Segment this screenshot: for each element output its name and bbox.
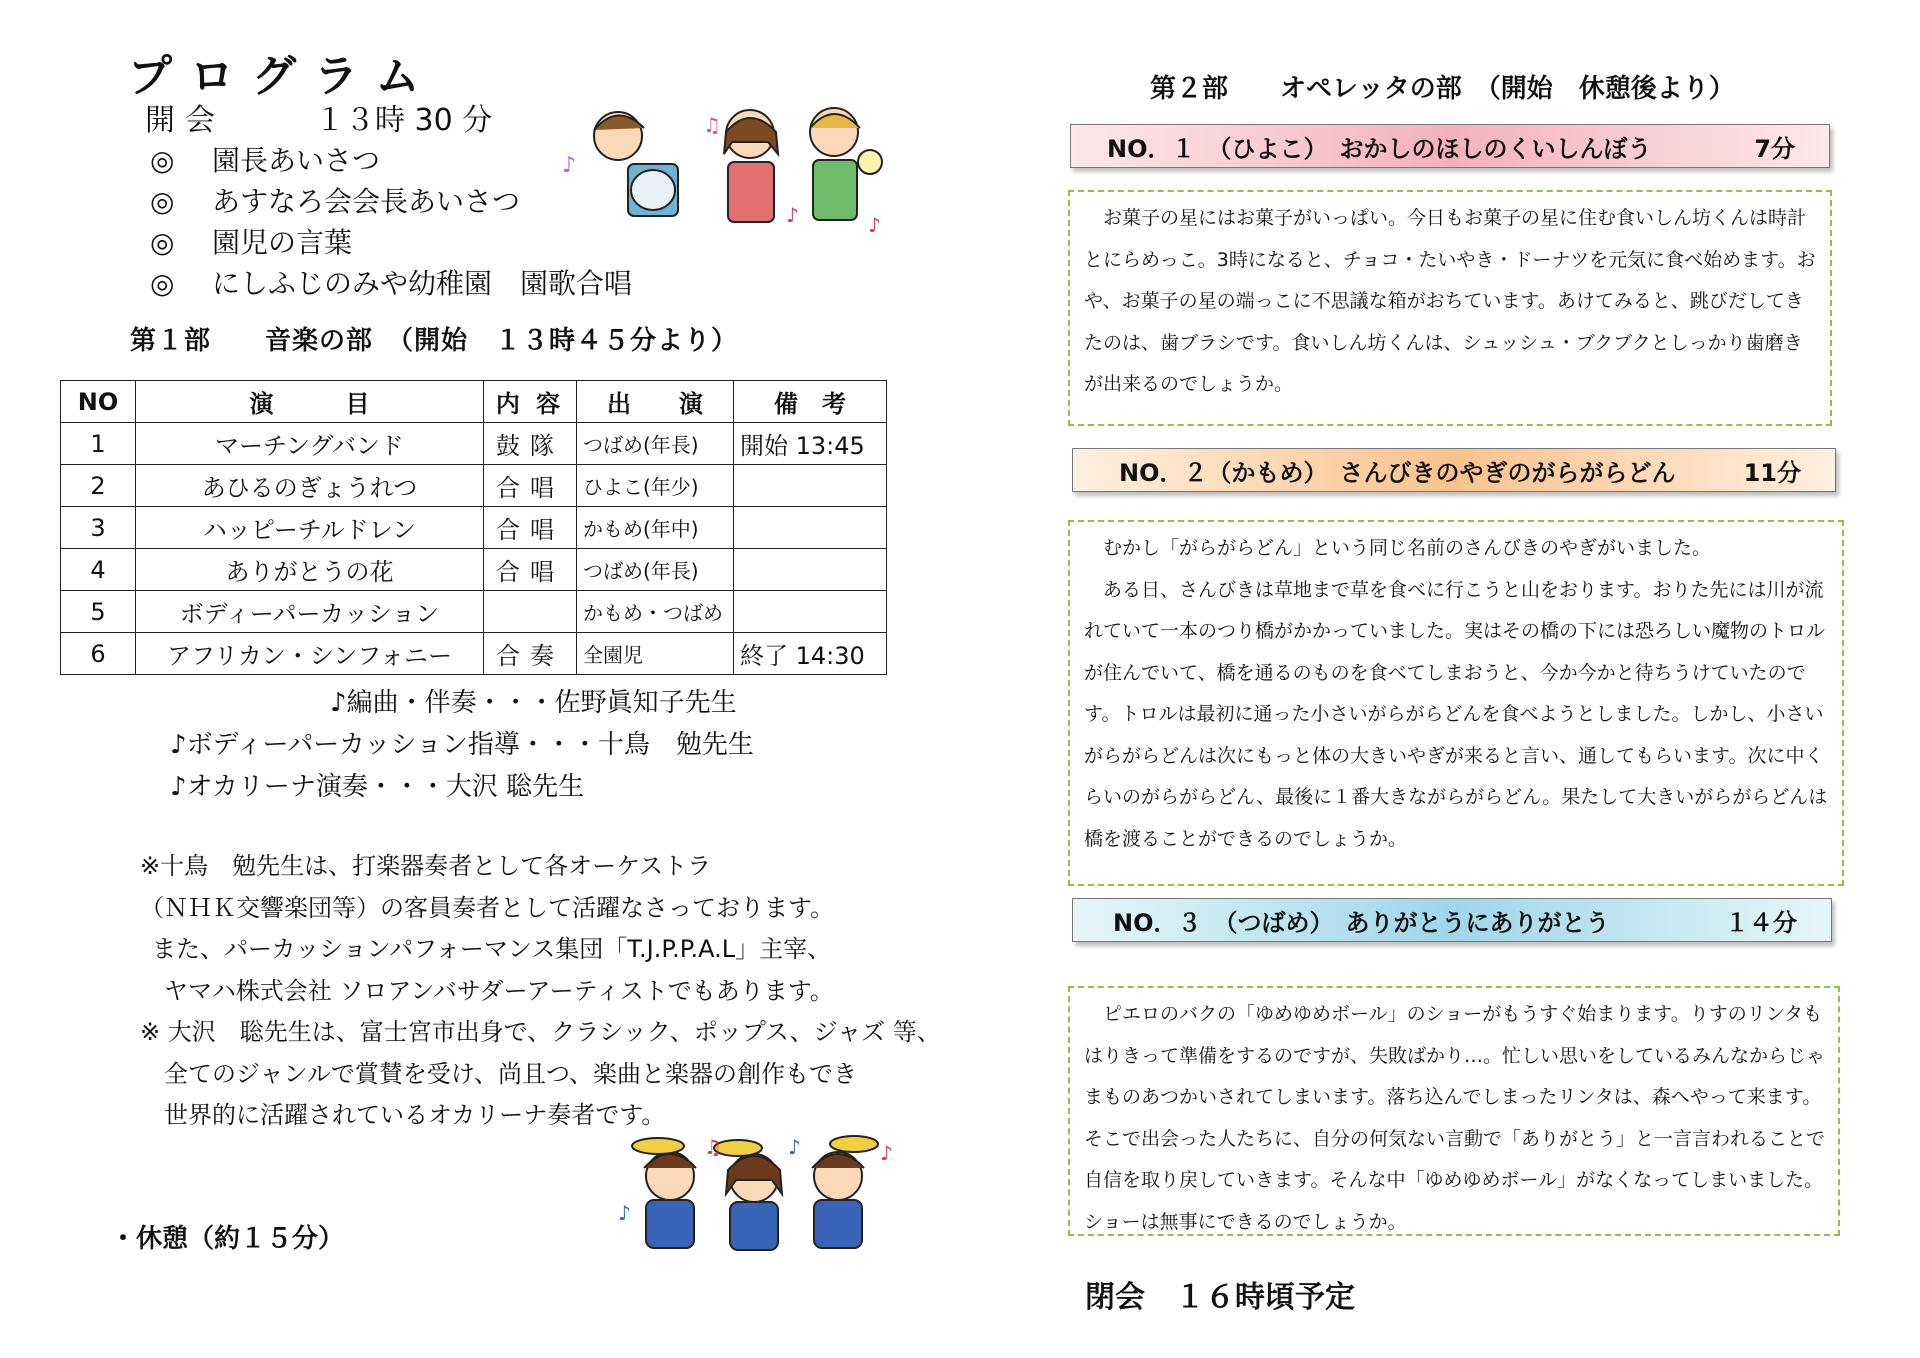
item-2-story-intro: むかし「がらがらどん」という同じ名前のさんびきのやぎがいました。 (1103, 537, 1712, 559)
table-row (61, 423, 887, 465)
closing-notice: 閉会 １６時頃予定 (1085, 1280, 1355, 1315)
item-1-story-box (1068, 190, 1832, 426)
cell-performer: つばめ(年長) (577, 423, 734, 465)
cell-no: 6 (61, 633, 136, 675)
cell-type (484, 591, 577, 633)
credit-body-percussion: ♪ボディーパーカッション指導・・・十鳥 勉先生 (170, 730, 754, 760)
cell-title: マーチングバンド (136, 423, 484, 465)
bullet-mark: ◎ (150, 267, 175, 300)
credit-arrangement: ♪編曲・伴奏・・・佐野眞知子先生 (330, 688, 737, 718)
svg-text:♪: ♪ (880, 1141, 893, 1165)
cell-no: 3 (61, 507, 136, 549)
item-3-banner (1072, 898, 1832, 942)
credit-ocarina: ♪オカリーナ演奏・・・大沢 聡先生 (170, 772, 585, 802)
page-title: プログラム (128, 51, 438, 102)
cell-type: 合唱 (484, 549, 577, 591)
item-1-banner (1070, 124, 1830, 168)
list-item-label: にしふじのみや幼稚園 園歌合唱 (212, 267, 633, 300)
item-2-duration: 11分 (1743, 458, 1801, 487)
performer-notes (140, 846, 941, 1137)
cell-remark: 開始 13:45 (734, 423, 887, 465)
svg-text:♪: ♪ (868, 213, 881, 237)
note-line: ヤマハ株式会社 ソロアンバサダーアーティストでもあります。 (164, 976, 834, 1005)
item-3-label: NO．３ （つばめ） ありがとうにありがとう (1113, 908, 1610, 937)
cell-title: ボディーパーカッション (136, 591, 484, 633)
cell-performer: かもめ(年中) (577, 507, 734, 549)
cell-remark (734, 591, 887, 633)
opening-line (145, 95, 492, 139)
table-row (61, 507, 887, 549)
item-3-duration: １４分 (1725, 908, 1797, 937)
table-row (61, 549, 887, 591)
cell-performer: かもめ・つばめ (577, 591, 734, 633)
cell-no: 4 (61, 549, 136, 591)
item-2-banner (1072, 448, 1836, 492)
col-no: NO (61, 381, 136, 423)
col-title: 演 目 (136, 381, 484, 423)
cell-no: 2 (61, 465, 136, 507)
cell-remark: 終了 14:30 (734, 633, 887, 675)
item-3-story-box (1068, 986, 1840, 1236)
col-remark: 備 考 (734, 381, 887, 423)
svg-text:♫: ♫ (703, 113, 721, 137)
program-table (60, 380, 887, 675)
cell-type: 鼓隊 (484, 423, 577, 465)
table-row (61, 591, 887, 633)
note-line: ※ 大沢 聡先生は、富士宮市出身で、クラシック、ポップス、ジャズ 等、 (140, 1018, 941, 1046)
opening-label: 開会 (145, 103, 225, 138)
cell-performer: 全園児 (577, 633, 734, 675)
part2-heading: 第２部 オペレッタの部 （開始 休憩後より） (1150, 74, 1735, 104)
item-2-label: NO．２（かもめ） さんびきのやぎのがらがらどん (1119, 458, 1676, 487)
bullet-mark: ◎ (150, 185, 175, 218)
col-performer: 出 演 (577, 381, 734, 423)
note-line: また、パーカッションパフォーマンス集団「T.J.P.P.A.L」主宰、 (152, 935, 832, 963)
cell-title: あひるのぎょうれつ (136, 465, 484, 507)
note-line: （ＮＨＫ交響楽団等）の客員奏者として活躍なさっております。 (140, 893, 835, 922)
item-1-story: お菓子の星にはお菓子がいっぱい。今日もお菓子の星に住む食いしん坊くんは時計とにらめっこ。3時になると、チョコ・たいやき・ドーナツを元気に食べ始めます。おや、お菓子の星の端っこに不思議な箱がおちています。あけてみると、跳びだしてきたのは、歯ブラシです。食いしん坊くんは、シュッシュ・ブクブクとしっかり歯磨きが出来るのでしょうか。 (1084, 207, 1816, 395)
cell-remark (734, 549, 887, 591)
item-2-story: ある日、さんびきは草地まで草を食べに行こうと山をおります。おりた先には川が流れていて一本のつり橋がかかっていました。実はその橋の下には恐ろしい魔物のトロルが住んでいて、橋を通るのものを食べてしまおうと、今か今かと待ちうけていたのです。トロルは最初に通った小さいがらがらどんを食べようとしました。しかし、小さいがらがらどんは次にもっと体の大きいやぎが来ると言い、通してもらいます。次に中くらいのがらがらどん、最後に１番大きながらがらどん。果たして大きいがらがらどんは橋を渡ることができるのでしょうか。 (1084, 578, 1828, 850)
list-item (150, 263, 632, 304)
list-item-label: 園長あいさつ (212, 144, 381, 177)
table-header-row (61, 381, 887, 423)
table-row (61, 633, 887, 675)
svg-text:♪: ♪ (618, 1201, 631, 1225)
cell-title: ハッピーチルドレン (136, 507, 484, 549)
dancing-kids-illustration (618, 1130, 898, 1270)
item-1-duration: 7分 (1754, 134, 1795, 163)
note-line: ※十鳥 勉先生は、打楽器奏者として各オーケストラ (140, 852, 712, 880)
cell-type: 合奏 (484, 633, 577, 675)
opening-time: １３時 30 分 (315, 103, 493, 138)
svg-text:♪: ♪ (562, 153, 577, 178)
part1-heading: 第１部 音楽の部 （開始 １３時４５分より） (130, 326, 739, 356)
svg-text:♪: ♪ (786, 203, 799, 227)
item-3-story: ピエロのバクの「ゆめゆめボール」のショーがもうすぐ始まります。りすのリンタもはりきって準備をするのですが、失敗ばかり…。忙しい思いをしているみんなからじゃまものあつかいされてしまいます。落ち込んでしまったリンタは、森へやって来ます。そこで出会った人たちに、自分の何気ない言動で「ありがとう」と一言言われることで自信を取り戻していきます。そんな中「ゆめゆめボール」がなくなってしまいました。ショーは無事にできるのでしょうか。 (1084, 1003, 1826, 1233)
cell-no: 1 (61, 423, 136, 465)
list-item-label: 園児の言葉 (212, 226, 353, 259)
bullet-mark: ◎ (150, 144, 175, 177)
band-kids-illustration (558, 102, 888, 242)
cell-title: アフリカン・シンフォニー (136, 633, 484, 675)
col-type: 内 容 (484, 381, 577, 423)
note-line: 世界的に活躍されているオカリーナ奏者です。 (164, 1101, 666, 1129)
cell-title: ありがとうの花 (136, 549, 484, 591)
note-line: 全てのジャンルで賞賛を受け、尚且つ、楽曲と楽器の創作もでき (164, 1059, 857, 1088)
cell-performer: ひよこ(年少) (577, 465, 734, 507)
cell-no: 5 (61, 591, 136, 633)
table-row (61, 465, 887, 507)
cell-remark (734, 465, 887, 507)
cell-remark (734, 507, 887, 549)
cell-performer: つばめ(年長) (577, 549, 734, 591)
break-notice: ・休憩（約１５分） (110, 1224, 345, 1254)
svg-text:♪: ♪ (788, 1135, 801, 1159)
cell-type: 合唱 (484, 507, 577, 549)
svg-text:♫: ♫ (704, 1135, 722, 1159)
cell-type: 合唱 (484, 465, 577, 507)
bullet-mark: ◎ (150, 226, 175, 259)
item-2-story-box (1068, 520, 1844, 886)
list-item-label: あすなろ会会長あいさつ (212, 185, 521, 218)
item-1-label: NO．１ （ひよこ） おかしのほしのくいしんぼう (1107, 134, 1652, 163)
